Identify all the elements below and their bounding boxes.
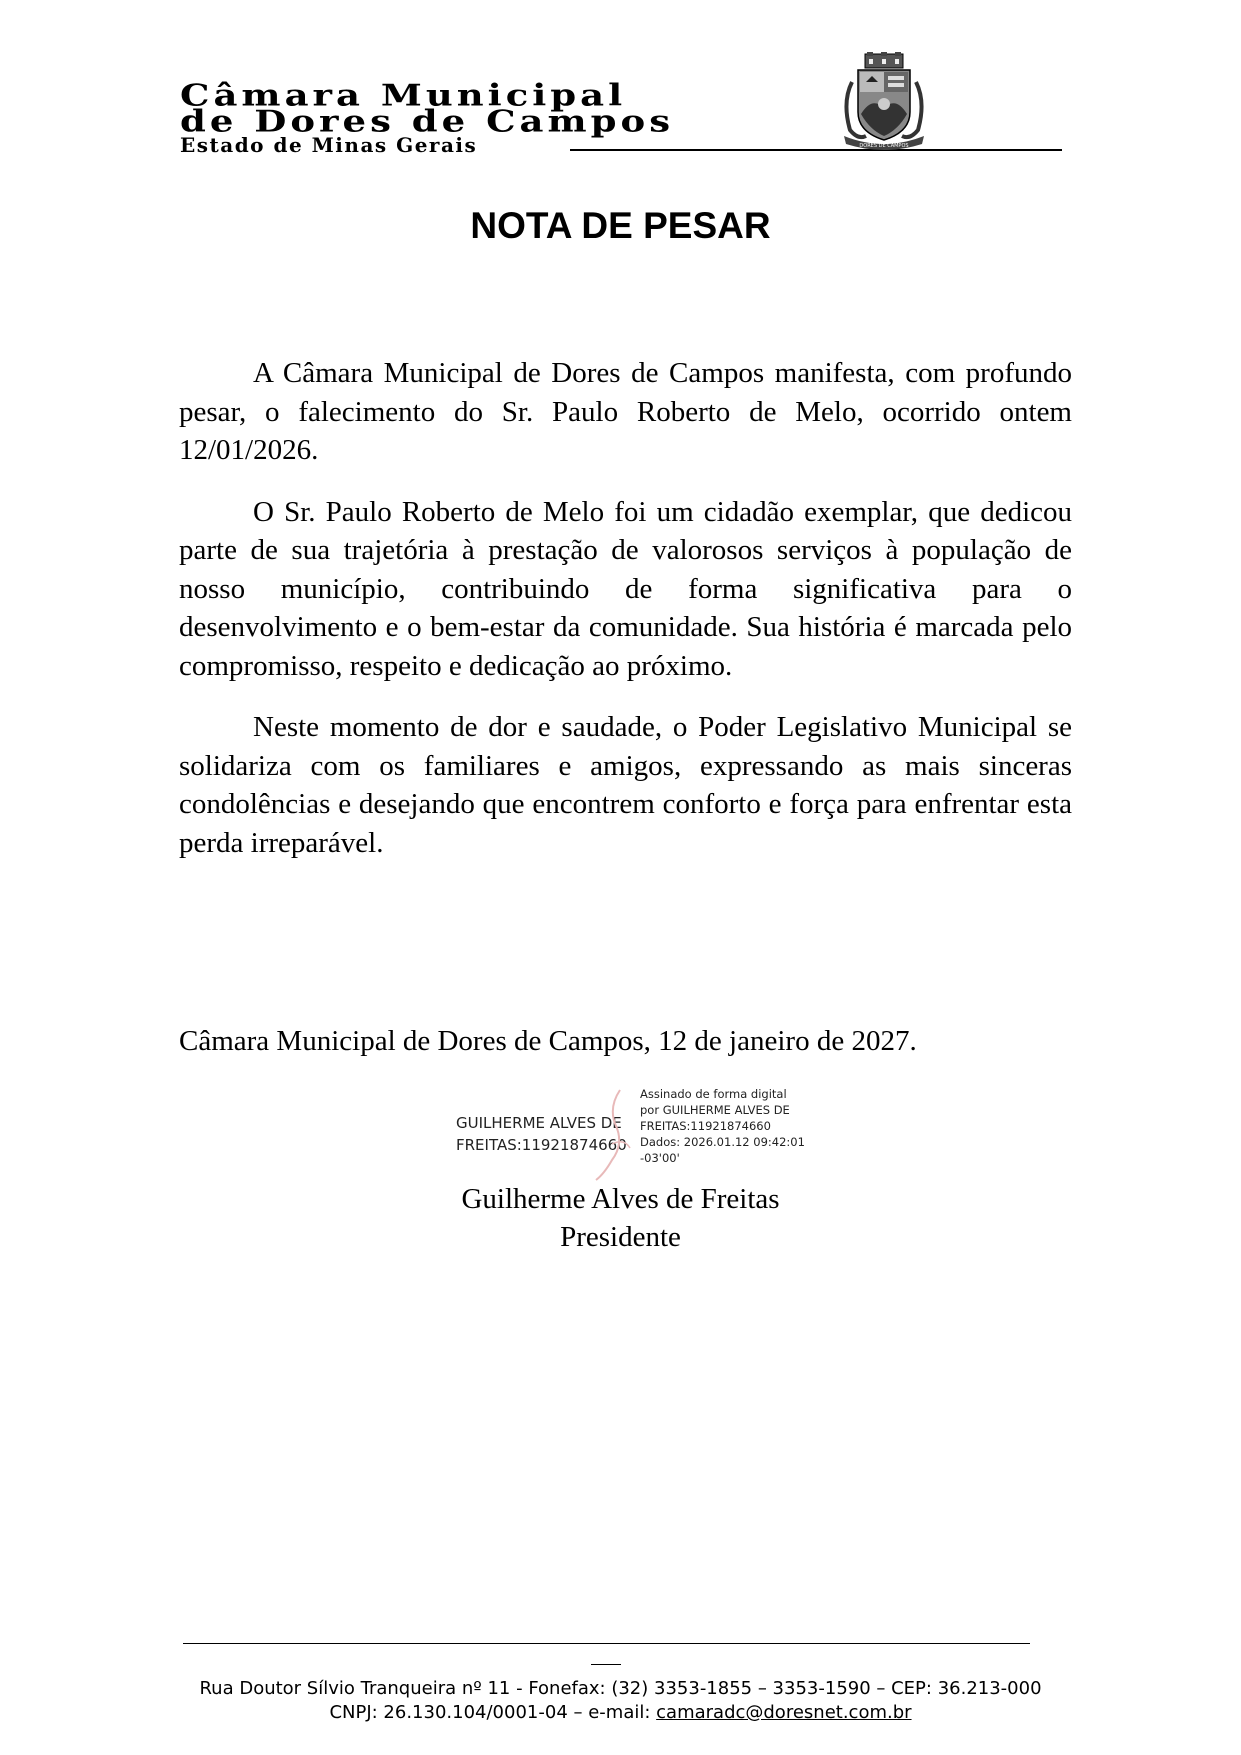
letterhead-state: Estado de Minas Gerais bbox=[180, 133, 478, 157]
signature-detail-line: Dados: 2026.01.12 09:42:01 bbox=[640, 1135, 805, 1149]
footer-cnpj: CNPJ: 26.130.104/0001-04 – e-mail: bbox=[329, 1702, 657, 1723]
signature-watermark-icon bbox=[590, 1086, 640, 1184]
letterhead-rule bbox=[570, 149, 1062, 151]
paragraph-3: Neste momento de dor e saudade, o Poder Legislativo Municipal se solidariza com os familiares e amigos, expressando as mais sinceras condolências e desejando que encontrem conforto e força para enfrentar esta perda irreparável. bbox=[179, 711, 1072, 859]
municipal-crest-icon bbox=[838, 52, 930, 150]
digital-signature-name-line1: GUILHERME ALVES DE bbox=[456, 1114, 622, 1132]
footer-rule bbox=[183, 1643, 1030, 1644]
digital-signature-details bbox=[640, 1086, 805, 1166]
footer-short-rule bbox=[591, 1664, 621, 1665]
signer-role: Presidente bbox=[560, 1221, 681, 1253]
signature-detail-line: por GUILHERME ALVES DE bbox=[640, 1103, 790, 1117]
letterhead-title-line2: de Dores de Campos bbox=[180, 102, 675, 139]
digital-signature-stamp[interactable] bbox=[450, 1084, 830, 1184]
paragraph-1: A Câmara Municipal de Dores de Campos manifesta, com profundo pesar, o falecimento do Sr. Paulo Roberto de Melo, ocorrido ontem 12/01/2026. bbox=[179, 357, 1072, 466]
crest-motto: DORES DE CAMPOS bbox=[859, 143, 909, 149]
signature-detail-line: Assinado de forma digital bbox=[640, 1087, 787, 1101]
document-body bbox=[179, 354, 1072, 885]
signature-detail-line: -03'00' bbox=[640, 1151, 680, 1165]
footer-contact bbox=[0, 1701, 1241, 1725]
footer-address: Rua Doutor Sílvio Tranqueira nº 11 - Fonefax: (32) 3353-1855 – 3353-1590 – CEP: 36.213-000 bbox=[199, 1678, 1042, 1699]
digital-signature-name-line2: FREITAS:11921874660 bbox=[456, 1136, 627, 1154]
footer-email-link[interactable]: camaradc@doresnet.com.br bbox=[656, 1702, 912, 1723]
letterhead-title-line1: Câmara Municipal bbox=[180, 76, 627, 113]
document-title: NOTA DE PESAR bbox=[470, 205, 771, 246]
signature-detail-line: FREITAS:11921874660 bbox=[640, 1119, 771, 1133]
signer-name: Guilherme Alves de Freitas bbox=[461, 1183, 780, 1215]
paragraph-2: O Sr. Paulo Roberto de Melo foi um cidadão exemplar, que dedicou parte de sua trajetória à prestação de valorosos serviços à população de nosso município, contribuindo de forma significativa para o desenvolvimento e o bem-estar da comunidade. Sua história é marcada pelo compromisso, respeito e dedicação ao próximo. bbox=[179, 495, 1072, 682]
place-and-date: Câmara Municipal de Dores de Campos, 12 de janeiro de 2027. bbox=[179, 1025, 917, 1057]
